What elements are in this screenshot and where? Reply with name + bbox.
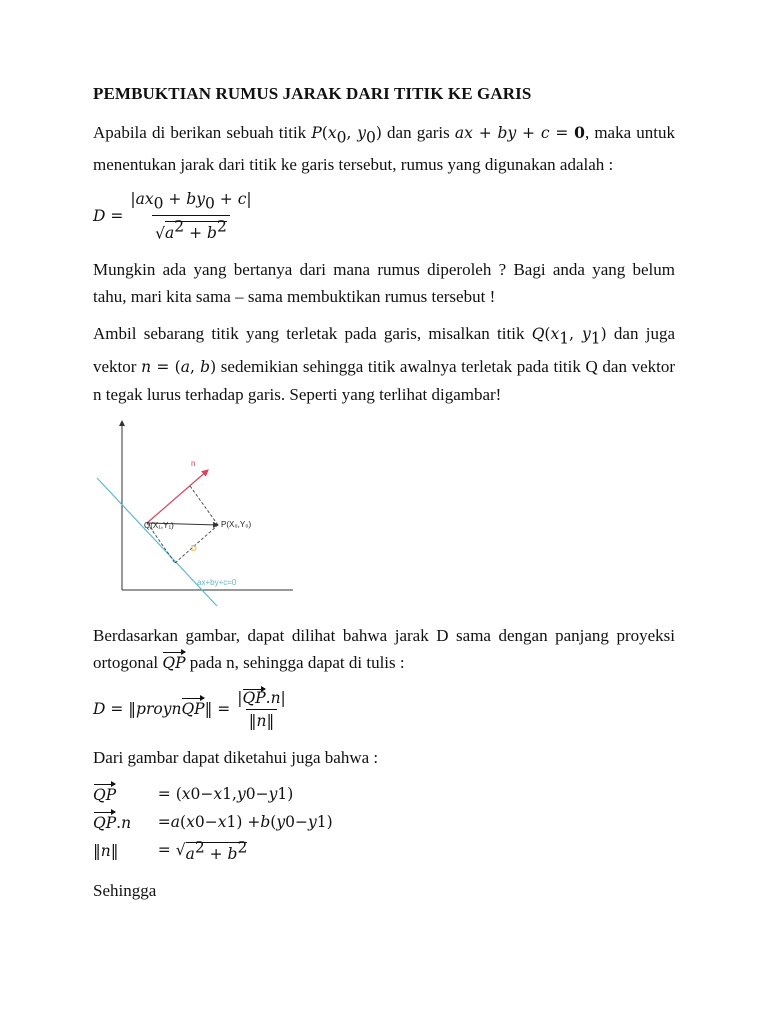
paragraph-known: Dari gambar dapat diketahui juga bahwa : [93, 747, 379, 767]
projection-formula: D = ‖ proy n QP ‖ = $\frac{|QP.n|}{‖n‖}$ [93, 688, 286, 730]
paragraph-setup: Ambil sebarang titik yang terletak pada garis, misalkan titik $Q(x_1$, $y_1$) dan juga vektor n = (a, b) sedemikian sehingga titik awalnya terletak pada titik Q dan vektor n tegak lurus terhadap garis. Seperti yang terlihat digambar! [93, 324, 675, 404]
figure-svg [95, 418, 295, 608]
label-n: n [191, 458, 196, 468]
projection-text-b: pada n, sehingga dapat di tulis : [185, 652, 405, 672]
setup-text-a: Ambil sebarang titik yang terletak pada garis, misalkan titik [93, 324, 532, 344]
distance-formula: D = $\frac{|ax_0 + by_0 + c|}{√a^2 + b^2}$ [93, 190, 252, 243]
label-p: P(X₀,Y₀) [221, 519, 252, 529]
geometry-figure [95, 418, 295, 608]
label-line-eq: ax+by+c=0 [197, 577, 237, 587]
document-title: PEMBUKTIAN RUMUS JARAK DARI TITIK KE GARIS [93, 84, 532, 103]
line-equation-math: ax [454, 124, 473, 142]
intro-text-c: , maka untuk menentukan jarak dari titik ke garis tersebut, rumus yang digunakan adalah : [93, 123, 676, 175]
label-d: D [191, 543, 197, 553]
derivation-lines [93, 781, 675, 865]
intro-text-a: Apabila di berikan sebuah titik [93, 123, 312, 142]
point-p-math: P [311, 124, 322, 142]
dashed-projection-top [190, 486, 218, 525]
intro-text-b: dan garis [381, 123, 455, 142]
derivation-qp-dot-n: QP.n = a ( x 0 − x 1 ) + b ( y 0 − y 1 ) [93, 809, 675, 837]
vector-n [147, 470, 208, 523]
paragraph-therefore: Sehingga [93, 880, 157, 900]
setup-text-b: dan juga vektor [93, 324, 675, 376]
derivation-qp: QP = ( x 0 − x 1 , y 0 − y 1 ) [93, 781, 675, 809]
paragraph-question: Mungkin ada yang bertanya dari mana rumus diperoleh ? Bagi anda yang belum tahu, mari kita sama – sama membuktikan rumus tersebut ! [93, 260, 675, 307]
paragraph-projection: Berdasarkan gambar, dapat dilihat bahwa jarak D sama dengan panjang proyeksi ortogonal QP pada n, sehingga dapat di tulis : [93, 622, 675, 677]
derivation-norm-n: ‖n‖ = √ $a^2 + b^2$ [93, 838, 248, 863]
label-q: Q(X₁,Y₁) [144, 520, 174, 530]
document-page [93, 80, 675, 914]
projection-text-a: Berdasarkan gambar, dapat dilihat bahwa jarak D sama dengan panjang proyeksi ortogonal [93, 625, 675, 672]
setup-text-c: sedemikian sehingga titik awalnya terletak pada titik Q dan vektor n tegak lurus terhadap garis. Seperti yang terlihat digambar! [93, 356, 675, 404]
paragraph-intro: Apabila di berikan sebuah titik $P(x_0$, $y_0$) dan garis ax + by + c = 0, maka untuk menentukan jarak dari titik ke garis tersebut, rumus yang digunakan adalah : [93, 123, 676, 175]
